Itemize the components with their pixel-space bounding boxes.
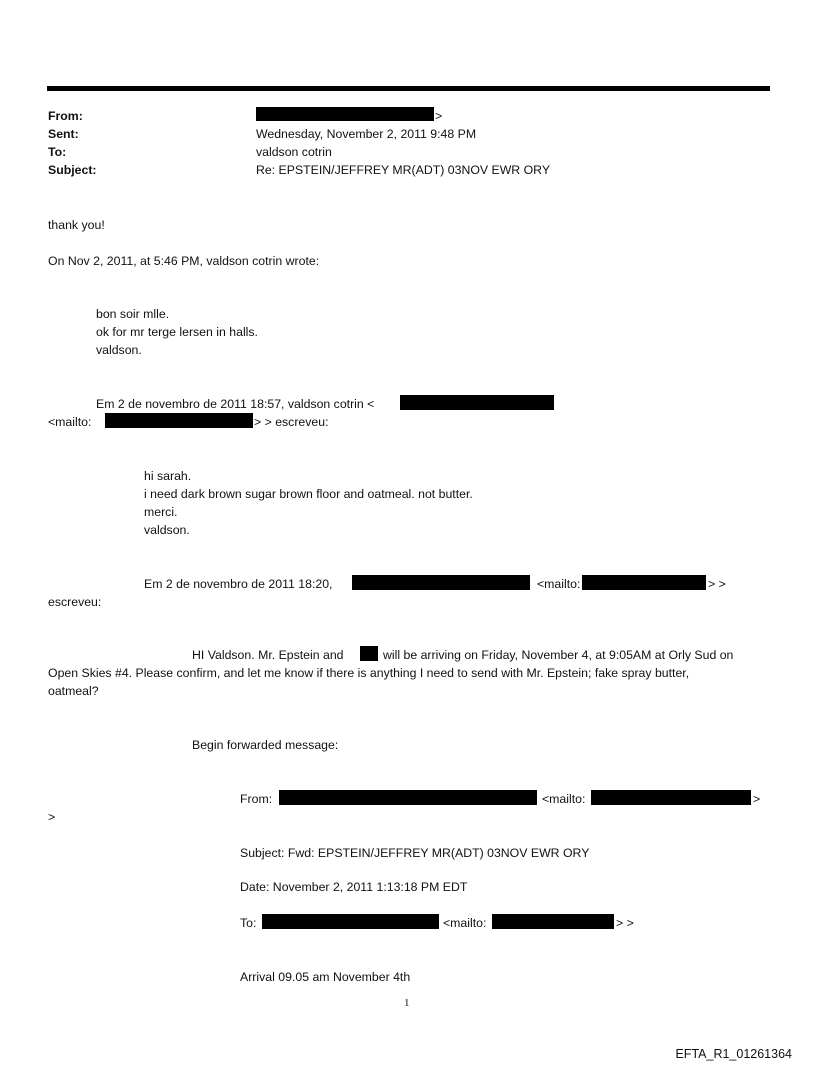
sent-value: Wednesday, November 2, 2011 9:48 PM xyxy=(256,127,477,141)
fwd-to-end: > > xyxy=(616,916,634,930)
redacted-email xyxy=(582,575,706,590)
redacted-email xyxy=(492,914,614,929)
quote3-paragraph-line: oatmeal? xyxy=(48,684,99,698)
page-number: 1 xyxy=(404,997,410,1009)
quote2-line: valdson. xyxy=(144,523,190,537)
quote2-line: merci. xyxy=(144,505,178,519)
quote2-intro: Em 2 de novembro de 2011 18:57, valdson cotrin < xyxy=(96,397,375,411)
redacted-email xyxy=(105,413,253,428)
subject-label: Subject: xyxy=(48,163,97,177)
fwd-from-label: From: xyxy=(240,792,273,806)
fwd-to-label: To: xyxy=(240,916,257,930)
quote3-intro-end: > > xyxy=(708,577,726,591)
to-value: valdson cotrin xyxy=(256,145,332,159)
quote2-mailto: <mailto: xyxy=(48,415,92,429)
header-rule xyxy=(47,86,770,91)
quote2-line: hi sarah. xyxy=(144,469,192,483)
redacted-email xyxy=(591,790,751,805)
from-label: From: xyxy=(48,109,83,123)
quote3-mailto: <mailto: xyxy=(537,577,581,591)
quote1-intro: On Nov 2, 2011, at 5:46 PM, valdson cotrin wrote: xyxy=(48,254,320,268)
fwd-to-mailto: <mailto: xyxy=(443,916,487,930)
arrival-text: Arrival 09.05 am November 4th xyxy=(240,970,411,984)
quote3-paragraph-line: Open Skies #4. Please confirm, and let me know if there is anything I need to send with Mr. Epstein; fake spray butter, xyxy=(48,666,690,680)
quote3-paragraph-line: will be arriving on Friday, November 4, at 9:05AM at Orly Sud on xyxy=(383,648,734,662)
sent-label: Sent: xyxy=(48,127,79,141)
fwd-date: Date: November 2, 2011 1:13:18 PM EDT xyxy=(240,880,468,894)
fwd-subject: Subject: Fwd: EPSTEIN/JEFFREY MR(ADT) 03NOV EWR ORY xyxy=(240,846,590,860)
redacted-recipient xyxy=(262,914,439,929)
quote2-line: i need dark brown sugar brown floor and oatmeal. not butter. xyxy=(144,487,473,501)
forwarded-label: Begin forwarded message: xyxy=(192,738,339,752)
fwd-wrap: > xyxy=(48,810,56,824)
document-id: EFTA_R1_01261364 xyxy=(675,1047,792,1061)
redacted-from-address xyxy=(256,107,434,121)
redacted-sender xyxy=(279,790,537,805)
redacted-name xyxy=(360,646,378,661)
fwd-from-mailto: <mailto: xyxy=(542,792,586,806)
quote1-line: ok for mr terge lersen in halls. xyxy=(96,325,258,339)
redacted-email xyxy=(400,395,554,410)
to-label: To: xyxy=(48,145,67,159)
redacted-sender xyxy=(352,575,530,590)
quote1-line: valdson. xyxy=(96,343,142,357)
subject-value: Re: EPSTEIN/JEFFREY MR(ADT) 03NOV EWR ORY xyxy=(256,163,551,177)
quote1-line: bon soir mlle. xyxy=(96,307,170,321)
from-value-suffix: > xyxy=(435,109,443,123)
quote3-paragraph-line: HI Valdson. Mr. Epstein and xyxy=(192,648,344,662)
quote3-escreveu: escreveu: xyxy=(48,595,102,609)
quote2-escreveu: > > escreveu: xyxy=(254,415,329,429)
fwd-from-end: > xyxy=(753,792,761,806)
reply-text: thank you! xyxy=(48,218,105,232)
quote3-intro: Em 2 de novembro de 2011 18:20, xyxy=(144,577,333,591)
